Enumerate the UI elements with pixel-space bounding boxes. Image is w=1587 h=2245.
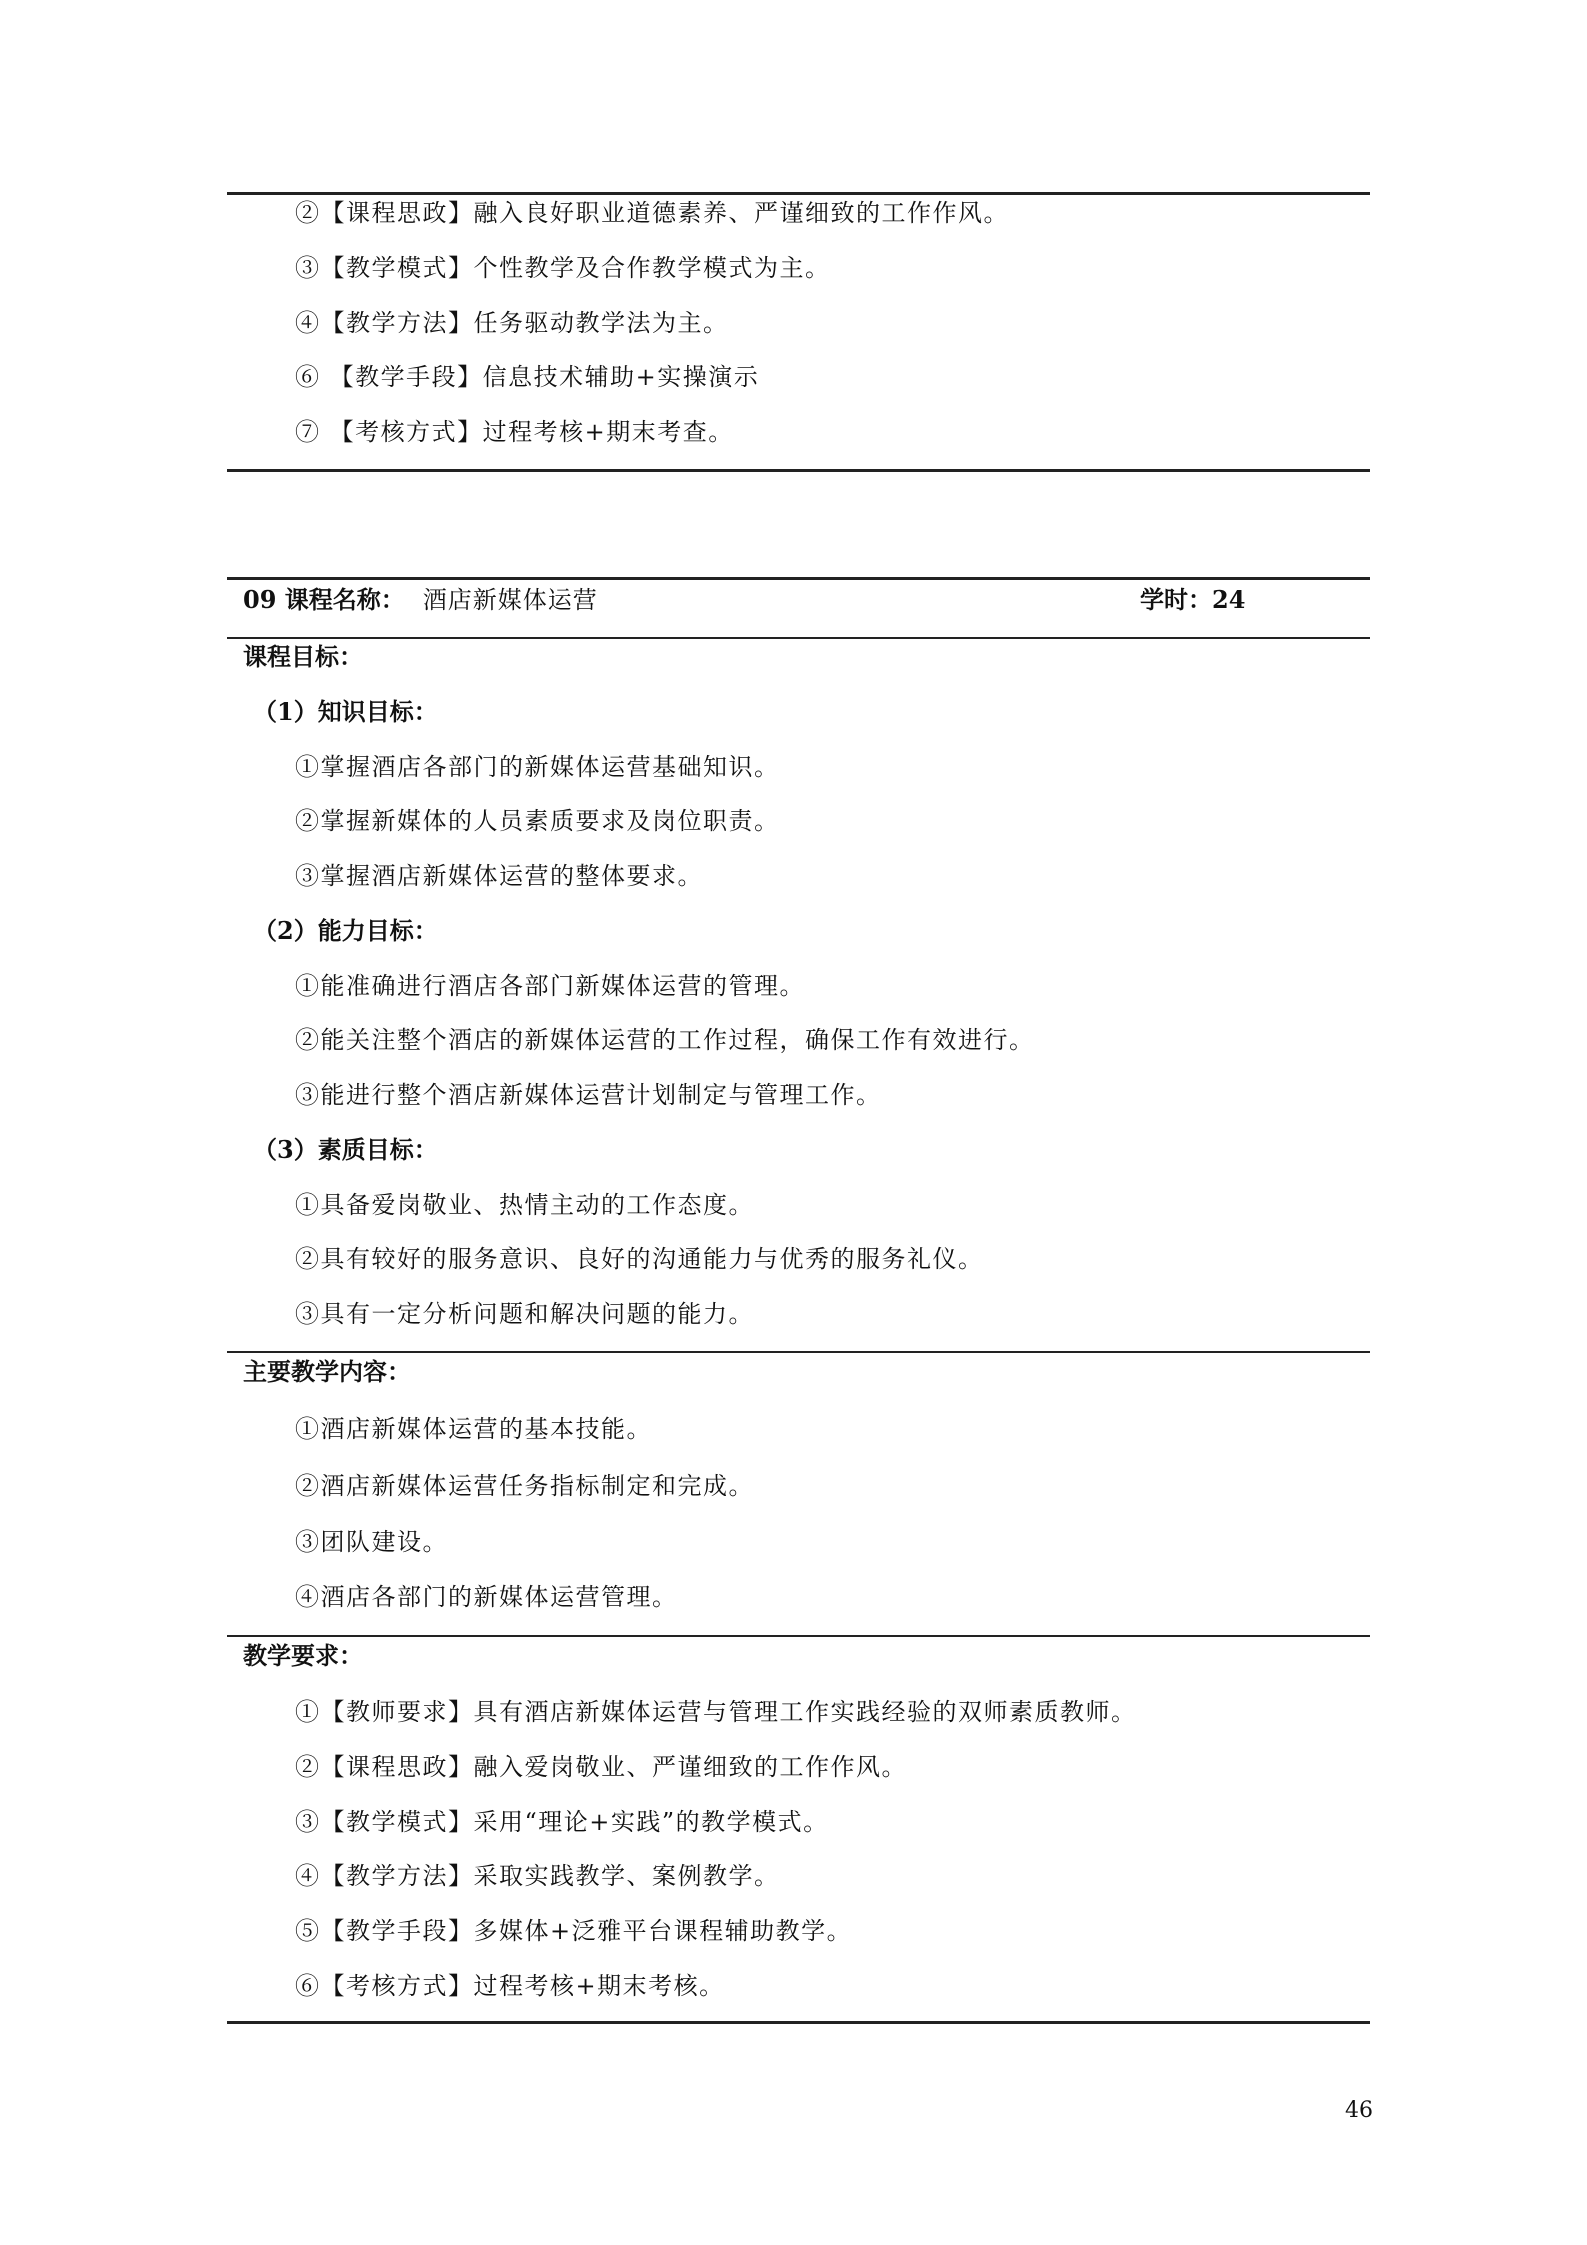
ability-objective-item: ③能进行整个酒店新媒体运营计划制定与管理工作。 [295,1081,882,1109]
requirements-divider [227,1635,1370,1637]
prev-requirement-item: ⑦ 【考核方式】过程考核+期末考查。 [295,418,734,446]
course-name: 酒店新媒体运营 [422,586,598,614]
ability-objective-item: ②能关注整个酒店的新媒体运营的工作过程，确保工作有效进行。 [295,1026,1035,1054]
course-title-row [243,584,1353,616]
course-table-bottom-rule [227,2021,1370,2024]
ability-objective-item: ①能准确进行酒店各部门新媒体运营的管理。 [295,972,805,1000]
requirement-item: ①【教师要求】具有酒店新媒体运营与管理工作实践经验的双师素质教师。 [295,1698,1137,1726]
knowledge-objective-item: ③掌握酒店新媒体运营的整体要求。 [295,862,703,890]
quality-objective-item: ③具有一定分析问题和解决问题的能力。 [295,1300,754,1328]
prev-requirement-item: ⑥ 【教学手段】信息技术辅助+实操演示 [295,363,760,391]
quality-objectives-title: （3）素质目标： [253,1135,438,1164]
prev-table-bottom-rule [227,469,1370,472]
ability-objectives-title: （2）能力目标： [253,916,438,945]
knowledge-objective-item: ①掌握酒店各部门的新媒体运营基础知识。 [295,753,780,781]
requirement-item: ④【教学方法】采取实践教学、案例教学。 [295,1862,780,1890]
objectives-heading: 课程目标： [243,642,363,671]
quality-objective-item: ①具备爱岗敬业、热情主动的工作态度。 [295,1191,754,1219]
content-divider [227,1351,1370,1353]
requirement-item: ⑥【考核方式】过程考核+期末考核。 [295,1972,725,2000]
course-hours: 学时：24 [1140,585,1246,614]
prev-requirement-item: ③【教学模式】个性教学及合作教学模式为主。 [295,254,831,282]
course-table-top-rule [227,577,1370,580]
title-divider [227,637,1370,639]
requirement-item: ③【教学模式】采用“理论+实践”的教学模式。 [295,1808,829,1836]
requirements-heading: 教学要求： [243,1641,363,1670]
content-heading: 主要教学内容： [243,1357,411,1386]
prev-requirement-item: ④【教学方法】任务驱动教学法为主。 [295,309,729,337]
knowledge-objective-item: ②掌握新媒体的人员素质要求及岗位职责。 [295,807,780,835]
page-number: 46 [1345,2098,1373,2123]
knowledge-objectives-title: （1）知识目标： [253,697,438,726]
quality-objective-item: ②具有较好的服务意识、良好的沟通能力与优秀的服务礼仪。 [295,1245,984,1273]
content-item: ②酒店新媒体运营任务指标制定和完成。 [295,1472,754,1500]
course-label: 09 课程名称： [243,585,405,614]
prev-requirement-item: ②【课程思政】融入良好职业道德素养、严谨细致的工作作风。 [295,199,1009,227]
content-item: ④酒店各部门的新媒体运营管理。 [295,1583,678,1611]
content-item: ③团队建设。 [295,1528,448,1556]
content-item: ①酒店新媒体运营的基本技能。 [295,1415,652,1443]
requirement-item: ②【课程思政】融入爱岗敬业、严谨细致的工作作风。 [295,1753,907,1781]
top-rule [227,192,1370,195]
requirement-item: ⑤【教学手段】多媒体+泛雅平台课程辅助教学。 [295,1917,853,1945]
